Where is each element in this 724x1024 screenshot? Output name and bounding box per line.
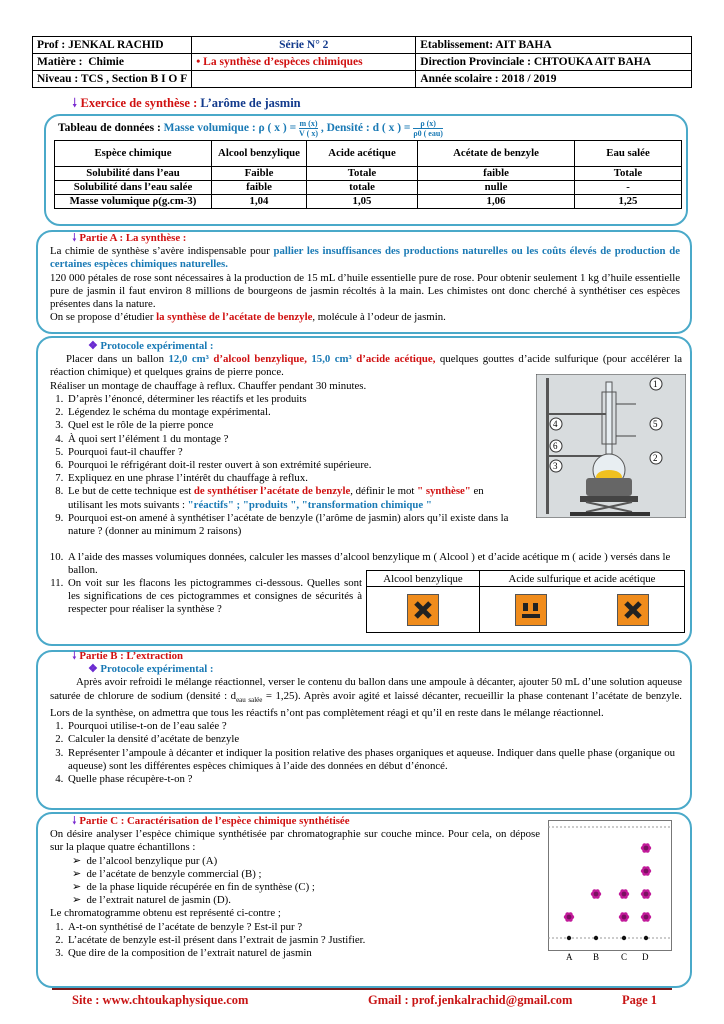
lane-label: A <box>566 952 573 962</box>
question-item: 2. Calculer la densité d’acétate de benzyle <box>66 733 682 746</box>
question-item: 5. Pourquoi faut-il chauffer ? <box>66 446 520 459</box>
serie-cell: Série N° 2 <box>192 37 416 54</box>
list-item: ➢ de l’acétate de benzyle commercial (B) ; <box>72 867 262 880</box>
exercise-title: 🠗 Exercice de synthèse : L’arôme de jasmin <box>72 96 301 110</box>
matiere-cell: Matière : Chimie <box>33 54 192 71</box>
arrow-icon: 🠗 <box>72 815 77 827</box>
arrow-bullet-icon: ➢ <box>72 881 82 894</box>
partC-title: Partie C : Caractérisation de l’espèce chimique synthétisée <box>79 815 350 827</box>
reflux-apparatus-diagram <box>536 374 686 518</box>
table-row: Masse volumique ρ(g.cm-3) 1,04 1,05 1,06 1,25 <box>55 195 682 209</box>
partB-section: 🠗 Partie B : L’extraction ❖ Protocole expérimental : Après avoir refroidi le mélange réactionnel, verser le contenu du ballon dans une ampoule à décanter, ajouter 50 mL d’une solution aqueuse saturée de chlorure de sodium (densité : $d_{eau salée} = 1,25$). Après avoir agité et laissé décanter, recueillir la phase contenant l’acétate de benzyle. Lors de la synthèse, on admettra que tous les réactifs n’ont pas complètement réagi et qu’il en reste dans le mélange réactionnel. 1. Pourquoi utilise-t-on de l’eau salée ? 2. Calculer la densité d’acétate de benzyle 3. Représenter l’ampoule à décanter et indiquer la position relative des phases organiques et aqueuse. Indiquer dans quelle phase (organique ou aqueuse) sont les différentes espèces chimiques à l’aide des données en début d’énoncé. 4. Quelle phase récupère-t-on ? <box>50 650 682 786</box>
corrosive-pictogram-icon <box>515 594 547 626</box>
table-row: Solubilité dans l’eau salée faible totale nulle - <box>55 181 682 195</box>
arrow-icon: 🠗 <box>72 650 77 662</box>
th-acetate: Acétate de benzyle <box>418 141 575 167</box>
arrow-bullet-icon: ➢ <box>72 867 82 880</box>
th-acide: Acide acétique <box>307 141 418 167</box>
list-item: ➢ de l’alcool benzylique pur (A) <box>72 854 218 867</box>
arrow-bullet-icon: ➢ <box>72 894 82 907</box>
question-item: 3. Que dire de la composition de l’extrait naturel de jasmin <box>66 947 540 960</box>
protocol-section: ❖ Protocole expérimental : Placer dans un ballon 12,0 cm³ d’alcool benzylique, 15,0 cm³ d’acide acétique, quelques gouttes d’acide sulfurique (pour accélérer la réaction chimique) et quelques grains de pierre ponce. Réaliser un montage de chauffage à reflux. Chauffer pendant 30 minutes. <box>50 340 682 392</box>
protocol-title: Protocole expérimental : <box>100 340 214 352</box>
footer-rule <box>52 988 672 990</box>
deposit-point <box>622 936 626 940</box>
pictogram-table <box>366 570 685 633</box>
question-item: 2. Légendez le schéma du montage expérimental. <box>66 406 520 419</box>
lane-label: D <box>642 952 649 962</box>
diagram-label: 5 <box>653 419 658 429</box>
question-item: 1. Pourquoi utilise-t-on de l’eau salée ? <box>66 720 682 733</box>
arrow-bullet-icon: ➢ <box>72 854 82 867</box>
picto-header-acides: Acide sulfurique et acide acétique <box>480 571 685 587</box>
header-table <box>32 36 692 88</box>
lane-label: C <box>621 952 628 962</box>
diagram-label: 2 <box>653 453 658 463</box>
question-item: 4. À quoi sert l’élément 1 du montage ? <box>66 433 520 446</box>
formula-line: Tableau de données : Masse volumique : ρ ( x ) = $\frac{m (x)}{V ( x)}$ , Densité : d ( x ) = ρ (x) ρ0 ( eau) <box>58 119 443 138</box>
annee-cell: Année scolaire : 2018 / 2019 <box>416 71 692 88</box>
lane-label: B <box>593 952 600 962</box>
question-item: 8. Le but de cette technique est de synthétiser l’acétate de benzyle, définir le mot " synthèse" en utilisant les mots suivants : "réactifs" ; "produits ", "transformation chimique " <box>66 485 520 511</box>
data-table <box>54 140 682 209</box>
chromatogram <box>548 820 672 966</box>
protocol-questions <box>50 393 520 538</box>
th-eau: Eau salée <box>575 141 682 167</box>
niveau-cell: Niveau : TCS , Section B I O F <box>33 71 192 88</box>
diamond-bullet-icon: ❖ <box>88 340 98 352</box>
partC-section: 🠗 Partie C : Caractérisation de l’espèce chimique synthétisée On désire analyser l’espèce chimique synthétisée par chromatographie sur couche mince. Pour cela, on dépose sur la plaque quatre échantillons : ➢ de l’alcool benzylique pur (A) ➢ de l’acétate de benzyle commercial (B) ; ➢ de la phase liquide récupérée en fin de synthèse (C) ; ➢ de l’extrait naturel de jasmin (D). Le chromatogramme obtenu est représenté ci-contre ; 1. A-t-on synthétisé de l’acétate de benzyle ? Est-il pur ? 2. L’acétate de benzyle est-il présent dans l’extrait de jasmin ? Justifier. 3. Que dire de la composition de l’extrait naturel de jasmin <box>50 815 540 960</box>
question-item: 4. Quelle phase récupère-t-on ? <box>66 773 682 786</box>
question-item: 9. Pourquoi est-on amené à synthétiser l’acétate de benzyle (l’arôme de jasmin) alors qu’il existe dans la nature ? (donner au minimum 2 raisons) <box>66 512 520 538</box>
protocol-question-11: 11. On voit sur les flacons les pictogrammes ci-dessous. Quelles sont les significations de ces pictogrammes et consignes de sécurités à respecter pour réaliser la synthèse ? <box>50 577 362 617</box>
direction-cell: Direction Provinciale : CHTOUKA AIT BAHA <box>416 54 692 71</box>
footer-gmail: Gmail : prof.jenkalrachid@gmail.com <box>368 993 573 1007</box>
arrow-icon: 🠗 <box>72 96 78 110</box>
diagram-label: 6 <box>553 441 558 451</box>
protocol-question-10: 10. A l’aide des masses volumiques données, calculer les masses d’alcool benzylique m ( Alcool ) et d’acide acétique m ( acide ) versés dans le ballon. <box>50 551 682 577</box>
partA-title: Partie A : La synthèse : <box>79 232 187 244</box>
deposit-point <box>594 936 598 940</box>
question-item: 2. L’acétate de benzyle est-il présent dans l’extrait de jasmin ? Justifier. <box>66 934 540 947</box>
list-item: ➢ de la phase liquide récupérée en fin de synthèse (C) ; <box>72 881 315 894</box>
diagram-label: 4 <box>553 419 558 429</box>
prof-cell: Prof : JENKAL RACHID <box>33 37 192 54</box>
question-item: 3. Quel est le rôle de la pierre ponce <box>66 419 520 432</box>
question-item: 1. A-t-on synthétisé de l’acétate de benzyle ? Est-il pur ? <box>66 921 540 934</box>
partA-section: 🠗 Partie A : La synthèse : La chimie de synthèse s’avère indispensable pour pallier les insuffisances des productions naturelles ou les coûts élevés de production de certaines espèces chimiques naturelles. 120 000 pétales de rose sont nécessaires à la production de 15 mL d’huile essentielle pure de rose. Pour obtenir seulement 1 kg d’huile essentielle pure de jasmin il faut environ 8 millions de bourgeons de jasmin récoltés à la main. Les chimistes ont donc cherché à synthétiser ces espèces présentes dans la nature. On se propose d’étudier la synthèse de l’acétate de benzyle, molécule à l’odeur de jasmin. <box>50 232 680 324</box>
th-espece: Espèce chimique <box>55 141 212 167</box>
question-item: 3. Représenter l’ampoule à décanter et indiquer la position relative des phases organiques et aqueuse. Indiquer dans quelle phase (organique ou aqueuse) sont les différentes espèces chimiques à l’aide des données en début d’énoncé. <box>66 747 682 773</box>
th-alcool: Alcool benzylique <box>212 141 307 167</box>
arrow-icon: 🠗 <box>72 232 77 244</box>
partB-title: Partie B : L’extraction <box>79 650 183 662</box>
footer-page: Page 1 <box>622 993 658 1007</box>
table-row: Solubilité dans l’eau Faible Totale faible Totale <box>55 167 682 181</box>
diamond-bullet-icon: ❖ <box>88 663 98 676</box>
theme-cell: • La synthèse d’espèces chimiques <box>192 54 416 71</box>
diagram-label: 3 <box>553 461 558 471</box>
footer-site: Site : www.chtoukaphysique.com <box>72 993 249 1007</box>
deposit-point <box>567 936 571 940</box>
diagram-label: 1 <box>653 379 658 389</box>
etab-cell: Etablissement: AIT BAHA <box>416 37 692 54</box>
question-item: 1. D’après l’énoncé, déterminer les réactifs et les produits <box>66 393 520 406</box>
question-item: 7. Expliquez en une phrase l’intérêt du chauffage à reflux. <box>66 472 520 485</box>
picto-header-alcool: Alcool benzylique <box>367 571 480 587</box>
list-item: ➢ de l’extrait naturel de jasmin (D). <box>72 894 231 907</box>
deposit-point <box>644 936 648 940</box>
question-item: 6. Pourquoi le réfrigérant doit-il rester ouvert à son extrémité supérieure. <box>66 459 520 472</box>
harmful-x-pictogram-icon <box>407 594 439 626</box>
irritant-x-pictogram-icon <box>617 594 649 626</box>
